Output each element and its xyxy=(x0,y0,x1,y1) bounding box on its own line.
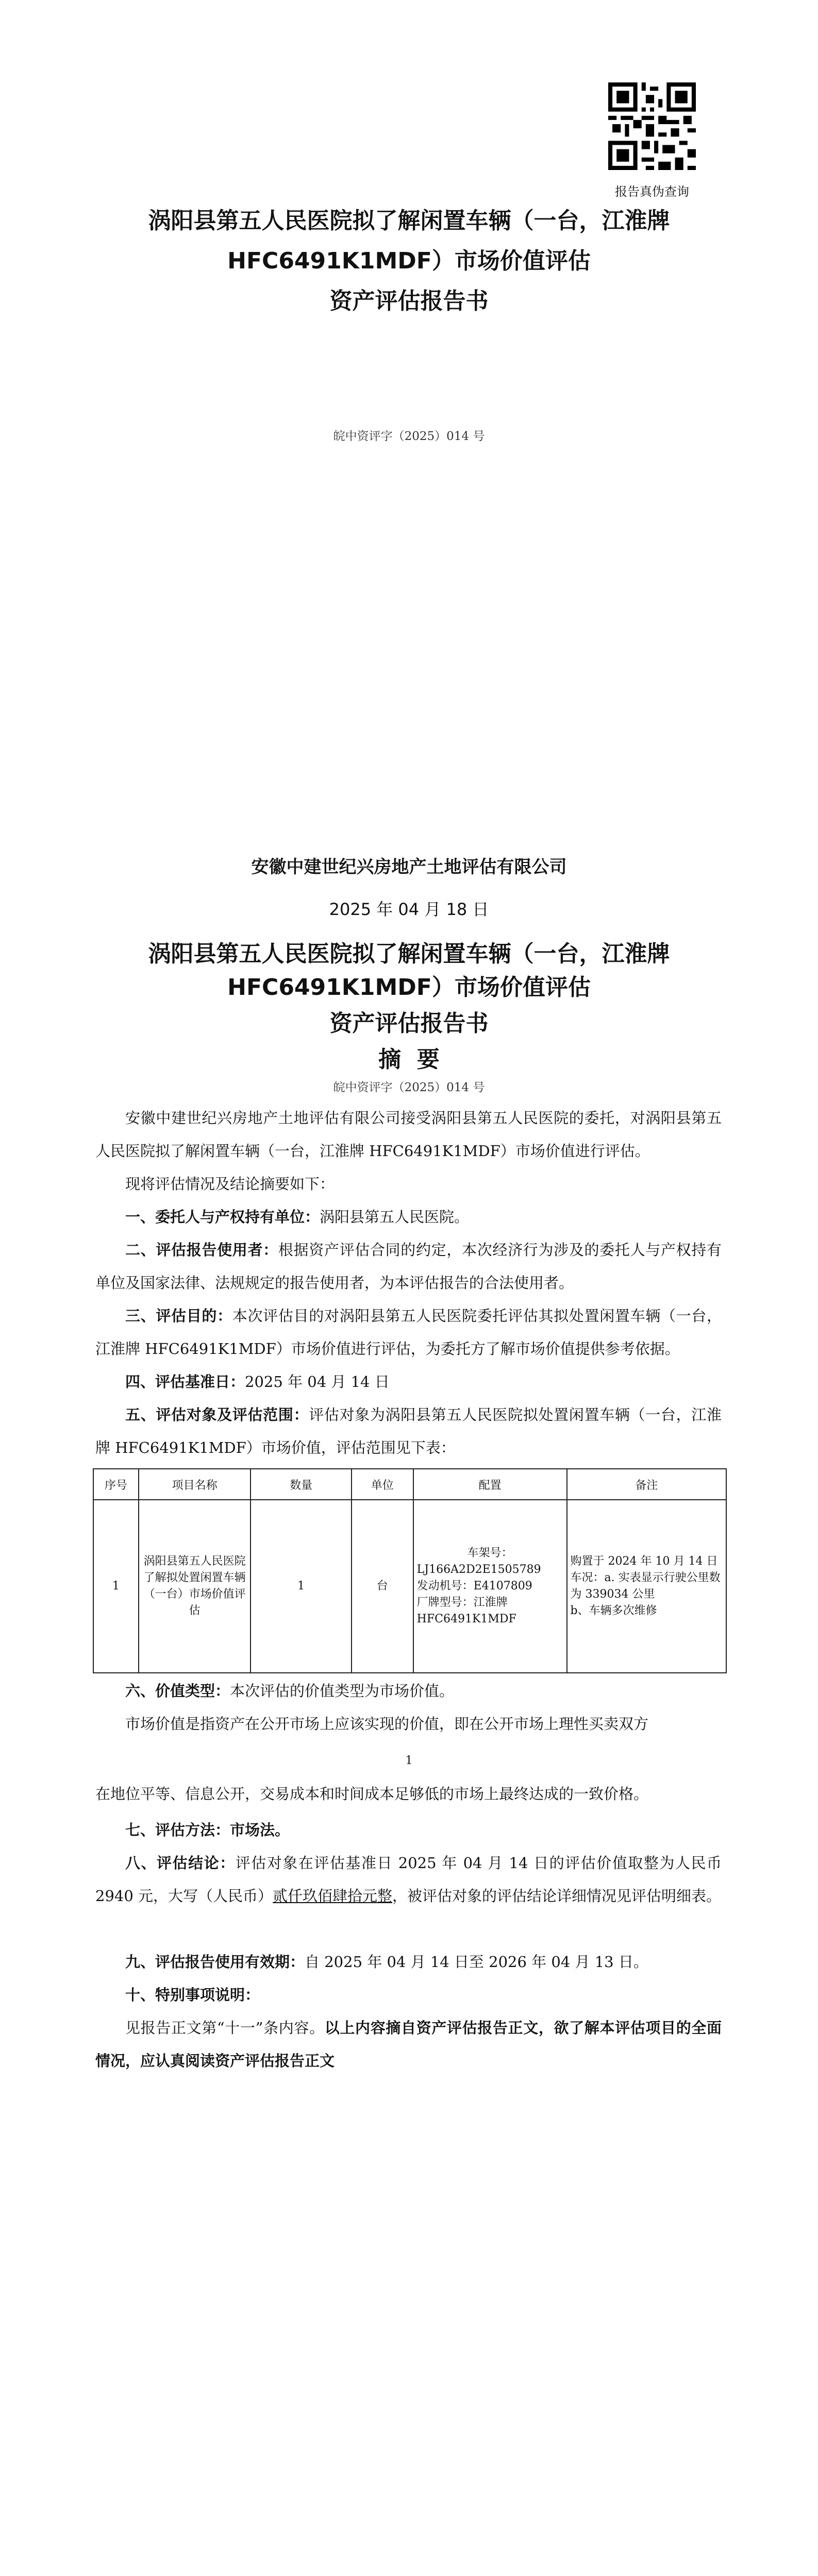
qr-caption: 报告真伪查询 xyxy=(615,184,689,199)
summary-title-line3: 资产评估报告书 xyxy=(329,1010,489,1037)
scope-table xyxy=(93,1468,727,1673)
th-name: 项目名称 xyxy=(139,1469,251,1500)
summary-ref-no: 皖中资评字（2025）014 号 xyxy=(333,1081,485,1094)
th-config: 配置 xyxy=(413,1469,567,1500)
section-9 xyxy=(95,1945,722,1978)
summary-title-line1: 涡阳县第五人民医院拟了解闲置车辆（一台，江淮牌 xyxy=(148,941,670,967)
section-1-text: 涡阳县第五人民医院。 xyxy=(320,1208,470,1226)
page-number-1: 1 xyxy=(405,1754,413,1767)
remark-line1: 购置于 2024 年 10 月 14 日车况：a. 实表显示行驶公里数为 339034 公里 xyxy=(570,1555,721,1601)
table-row xyxy=(93,1500,726,1673)
section-8-amount-upper: 贰仟玖佰肆拾元整 xyxy=(273,1887,393,1905)
cell-config xyxy=(413,1500,567,1673)
section-5 xyxy=(95,1398,722,1464)
intro-paragraph: 安徽中建世纪兴房地产土地评估有限公司接受涡阳县第五人民医院的委托，对涡阳县第五人民医院拟了解闲置车辆（一台，江淮牌 HFC6491K1MDF）市场价值进行评估。 xyxy=(95,1109,722,1160)
section-4-label: 四、评估基准日： xyxy=(125,1373,245,1391)
section-10 xyxy=(95,1978,722,2011)
remark-line2: b、车辆多次维修 xyxy=(570,1604,657,1617)
report-date: 2025 年 04 月 18 日 xyxy=(329,900,489,919)
cell-remark xyxy=(567,1500,726,1673)
section-1 xyxy=(95,1200,722,1233)
section-10-note: 以上内容摘自资产评估报告正文，欲了解本评估项目的全面情况，应认真阅读资产评估报告正文 xyxy=(95,2019,722,2070)
section-7 xyxy=(95,1814,722,1846)
qr-code[interactable] xyxy=(608,82,696,170)
table-header-row xyxy=(93,1469,726,1500)
intro-paragraph-2: 现将评估情况及结论摘要如下： xyxy=(125,1175,335,1193)
section-8-text-a: 评估对象在评估基准日 2025 年 04 月 14 日的评估价值取整为人民币 2940 元，大写（人民币） xyxy=(95,1854,722,1905)
section-6-continued: 在地位平等、信息公开，交易成本和时间成本足够低的市场上最终达成的一致价格。 xyxy=(95,1785,649,1803)
config-model: HFC6491K1MDF xyxy=(416,1613,516,1625)
section-4-text: 2025 年 04 月 14 日 xyxy=(245,1373,390,1391)
section-7-label: 七、评估方法： xyxy=(125,1821,230,1839)
th-qty: 数量 xyxy=(251,1469,352,1500)
cell-name: 涡阳县第五人民医院了解拟处置闲置车辆（一台）市场价值评估 xyxy=(139,1500,251,1673)
section-3-label: 三、评估目的： xyxy=(125,1307,232,1325)
section-8-label: 八、评估结论： xyxy=(125,1854,236,1872)
section-9-label: 九、评估报告使用有效期： xyxy=(125,1953,305,1971)
section-5-label: 五、评估对象及评估范围： xyxy=(125,1406,309,1423)
section-6-para: 市场价值是指资产在公开市场上应该实现的价值，即在公开市场上理性买卖双方 xyxy=(125,1715,649,1733)
section-6 xyxy=(95,1674,722,1707)
cover-title-line3: 资产评估报告书 xyxy=(329,288,489,314)
section-1-label: 一、委托人与产权持有单位： xyxy=(125,1208,320,1226)
cover-title-line1: 涡阳县第五人民医院拟了解闲置车辆（一台，江淮牌 xyxy=(148,208,670,234)
summary-title-abstract: 摘 要 xyxy=(378,1046,440,1073)
section-7-text: 市场法。 xyxy=(230,1821,290,1839)
section-2 xyxy=(95,1233,722,1299)
section-10-label: 十、特别事项说明： xyxy=(125,1986,260,2004)
cell-unit: 台 xyxy=(352,1500,413,1673)
section-2-label: 二、评估报告使用者： xyxy=(125,1241,278,1259)
section-6-label: 六、价值类型： xyxy=(125,1682,230,1700)
qr-code-icon xyxy=(608,82,696,170)
section-4 xyxy=(95,1365,722,1398)
config-brand: 厂牌型号：江淮牌 xyxy=(416,1596,508,1609)
cover-title-line2: HFC6491K1MDF）市场价值评估 xyxy=(227,248,591,274)
company-name: 安徽中建世纪兴房地产土地评估有限公司 xyxy=(251,857,567,877)
config-engine: 发动机号：E4107809 xyxy=(416,1580,532,1592)
th-unit: 单位 xyxy=(352,1469,413,1500)
cover-ref-no: 皖中资评字（2025）014 号 xyxy=(333,430,485,443)
summary-title-line2: HFC6491K1MDF）市场价值评估 xyxy=(227,974,591,1001)
th-remark: 备注 xyxy=(567,1469,726,1500)
section-10-text: 见报告正文第“十一”条内容。 xyxy=(125,2019,325,2037)
cell-no: 1 xyxy=(93,1500,139,1673)
section-6-text: 本次评估的价值类型为市场价值。 xyxy=(230,1682,455,1700)
section-8-text-b: ，被评估对象的评估结论详细情况见评估明细表。 xyxy=(392,1887,722,1905)
section-5-text: 评估对象为涡阳县第五人民医院拟处置闲置车辆（一台，江淮牌 HFC6491K1MDF）市场价值，评估范围见下表： xyxy=(95,1406,722,1456)
config-vin: LJ166A2D2E1505789 xyxy=(416,1563,541,1576)
th-no: 序号 xyxy=(93,1469,139,1500)
section-9-text: 自 2025 年 04 月 14 日至 2026 年 04 月 13 日。 xyxy=(305,1953,648,1971)
section-2-text: 根据资产评估合同的约定，本次经济行为涉及的委托人与产权持有单位及国家法律、法规规定的报告使用者，为本评估报告的合法使用者。 xyxy=(95,1241,722,1292)
section-3-text: 本次评估目的对涡阳县第五人民医院委托评估其拟处置闲置车辆（一台，江淮牌 HFC6491K1MDF）市场价值进行评估，为委托方了解市场价值提供参考依据。 xyxy=(95,1307,722,1358)
cell-qty: 1 xyxy=(251,1500,352,1673)
config-vin-label: 车架号： xyxy=(467,1547,513,1560)
section-8 xyxy=(95,1846,722,1912)
section-3 xyxy=(95,1299,722,1365)
section-10-content xyxy=(95,2011,722,2077)
